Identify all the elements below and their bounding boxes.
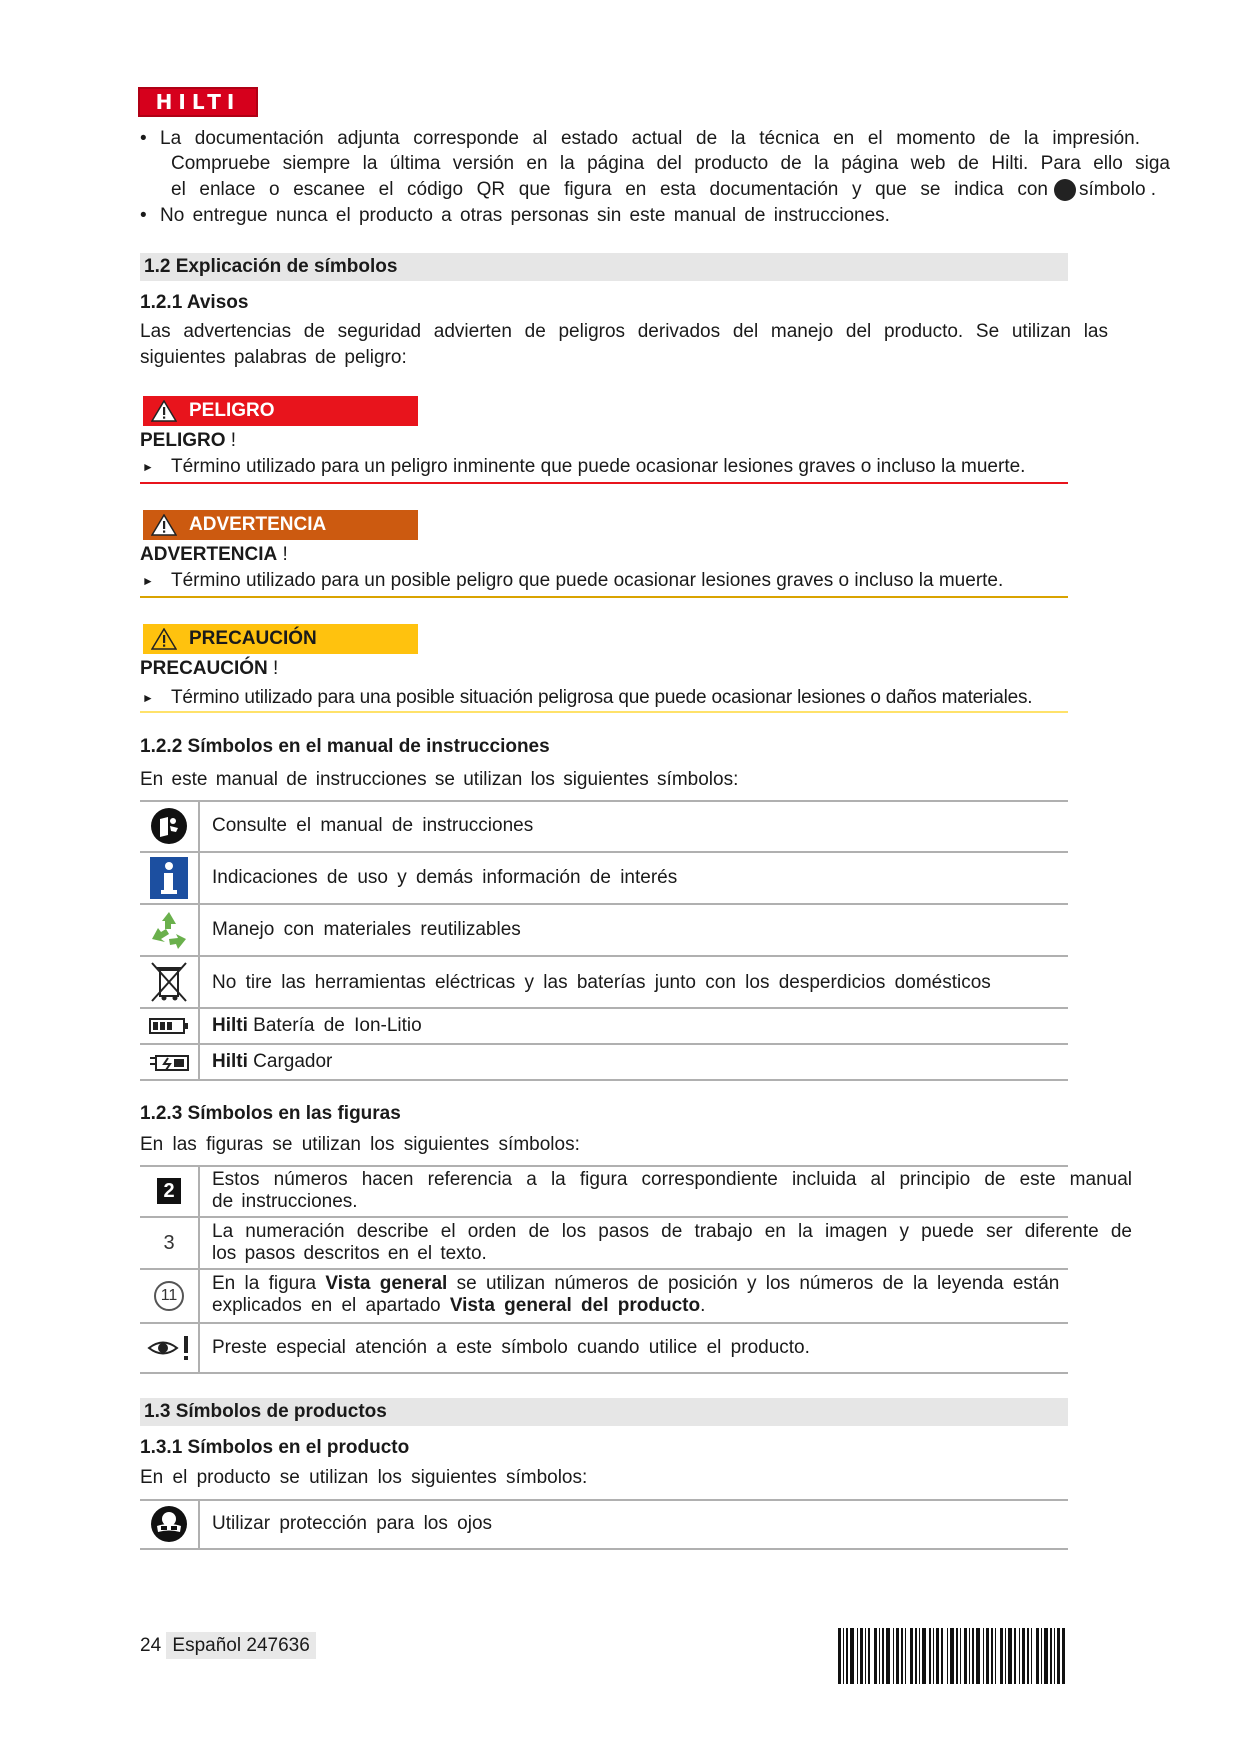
signal-title-advertencia (140, 544, 288, 566)
signal-text-advertencia (140, 570, 1068, 594)
warning-triangle-icon (151, 514, 177, 536)
page-number: 24 (140, 1635, 162, 1656)
icon-cell (140, 905, 200, 955)
symbol-description-line2: los pasos descritos en el texto. (212, 1243, 487, 1264)
warning-triangle-icon (151, 400, 177, 422)
charger-icon (148, 1052, 190, 1072)
recycle-icon (148, 909, 190, 951)
bold-term: Vista general (325, 1273, 448, 1294)
intro-bullet-1-line3: el enlace o escanee el código QR que figura en esta documentación y que se indica con (171, 179, 1048, 200)
signal-title-text: PELIGRO (140, 430, 226, 451)
table-row (140, 1166, 1132, 1218)
battery-icon (149, 1018, 189, 1034)
table-row (140, 1218, 1132, 1270)
paragraph-symbols-manual: En este manual de instrucciones se utilizan los siguientes símbolos: (140, 769, 739, 790)
symbol-description: Utilizar protección para los ojos (212, 1513, 493, 1534)
eye-protection-icon (149, 1504, 189, 1544)
symbol-description-line1: La numeración describe el orden de los pasos de trabajo en la imagen y puede ser diferente de (212, 1221, 1132, 1242)
hilti-logo: HILTI (138, 87, 258, 117)
footer-language: Español (172, 1635, 242, 1656)
symbol-description: Cargador (253, 1051, 333, 1072)
table-row (140, 1500, 1068, 1550)
crossed-bin-icon (149, 960, 189, 1004)
intro-bullet-1-line1: La documentación adjunta corresponde al estado actual de la técnica en el momento de la impresión. (160, 128, 1140, 149)
warning-triangle-icon (151, 628, 177, 650)
signal-label-text: PELIGRO (189, 400, 275, 421)
icon-cell (140, 1045, 200, 1079)
heading-1-2-3: 1.2.3 Símbolos en las figuras (140, 1103, 401, 1124)
heading-1-2-2: 1.2.2 Símbolos en el manual de instrucciones (140, 736, 550, 757)
brand-label: Hilti (212, 1015, 248, 1036)
qr-link-icon (1054, 179, 1076, 201)
info-icon (150, 857, 188, 899)
icon-cell (140, 801, 200, 851)
icon-cell (140, 957, 200, 1007)
table-row (140, 1270, 1068, 1324)
bullet-dot: • (140, 128, 147, 149)
signal-text-peligro (140, 456, 1068, 480)
signal-divider-precaucion (140, 711, 1068, 713)
table-row (140, 853, 1068, 905)
signal-title-mark: ! (273, 658, 279, 679)
bold-term: Vista general del producto (449, 1295, 701, 1316)
signal-title-mark: ! (230, 430, 237, 451)
footer-doc-number: 247636 (246, 1635, 310, 1656)
heading-1-3-1: 1.3.1 Símbolos en el producto (140, 1437, 410, 1458)
figure-number-icon: 2 (157, 1178, 181, 1204)
step-number-icon: 3 (163, 1231, 175, 1254)
bullet-dot: • (140, 205, 147, 226)
icon-cell (140, 1218, 200, 1268)
symbol-description: Manejo con materiales reutilizables (212, 919, 521, 940)
signal-description: Término utilizado para una posible situación peligrosa que puede ocasionar lesiones o daños materiales. (171, 687, 1033, 708)
signal-label-advertencia (143, 510, 418, 540)
signal-text-precaucion (140, 687, 1068, 711)
paragraph-avisos-line2: siguientes palabras de peligro: (140, 347, 407, 368)
text-part: explicados en el apartado (212, 1295, 441, 1316)
paragraph-product-symbols: En el producto se utilizan los siguientes símbolos: (140, 1467, 588, 1488)
symbol-description-line1: Estos números hacen referencia a la figura correspondiente incluida al principio de este manual (212, 1169, 1132, 1190)
table-row (140, 905, 1068, 957)
signal-description: Término utilizado para un posible peligro que puede ocasionar lesiones graves o incluso la muerte. (171, 570, 1004, 591)
icon-cell (140, 1500, 200, 1548)
table-row (140, 957, 1068, 1009)
arrow-icon: ► (142, 691, 154, 705)
symbol-description-line2: de instrucciones. (212, 1191, 358, 1212)
signal-title-precaucion (140, 658, 278, 680)
section-title-1-3: 1.3 Símbolos de productos (140, 1398, 1068, 1426)
table-row (140, 1324, 1068, 1374)
arrow-icon: ► (142, 460, 154, 474)
icon-cell (140, 1009, 200, 1043)
symbol-description: Preste especial atención a este símbolo cuando utilice el producto. (212, 1337, 810, 1358)
signal-title-peligro (140, 430, 236, 452)
signal-divider-peligro (140, 482, 1068, 484)
symbol-description: Batería de Ion-Litio (253, 1015, 422, 1036)
paragraph-symbols-figures: En las figuras se utilizan los siguientes símbolos: (140, 1134, 580, 1155)
intro-bullet-1 (140, 126, 1170, 202)
signal-label-text: PRECAUCIÓN (189, 628, 317, 649)
signal-description: Término utilizado para un peligro inminente que puede ocasionar lesiones graves o incluso la muerte. (171, 456, 1026, 477)
intro-bullet-1-line3-end: símbolo . (1079, 179, 1157, 200)
signal-title-text: ADVERTENCIA (140, 544, 278, 565)
symbol-description: No tire las herramientas eléctricas y las baterías junto con los desperdicios domésticos (212, 972, 991, 993)
icon-cell (140, 1324, 200, 1372)
signal-label-peligro (143, 396, 418, 426)
paragraph-avisos-line1: Las advertencias de seguridad advierten de peligros derivados del manejo del producto. Se utilizan las (140, 321, 1108, 342)
text-part: . (700, 1295, 706, 1316)
intro-bullet-2-text: No entregue nunca el producto a otras personas sin este manual de instrucciones. (160, 205, 890, 226)
signal-label-text: ADVERTENCIA (189, 514, 327, 535)
arrow-icon: ► (142, 574, 154, 588)
intro-bullet-1-line2: Compruebe siempre la última versión en la página del producto de la página web de Hilti. Para ello siga (171, 153, 1170, 174)
table-row (140, 801, 1068, 853)
signal-title-mark: ! (282, 544, 288, 565)
icon-cell (140, 853, 200, 903)
paragraph-avisos (140, 319, 1108, 371)
position-number-icon: 11 (154, 1281, 184, 1311)
page-footer (140, 1635, 316, 1657)
section-title-1-2: 1.2 Explicación de símbolos (140, 253, 1068, 281)
icon-cell (140, 1270, 200, 1322)
symbol-description: Consulte el manual de instrucciones (212, 815, 534, 836)
icon-cell (140, 1166, 200, 1216)
eye-attention-icon (147, 1334, 191, 1362)
text-part: En la figura (212, 1273, 317, 1294)
table-row (140, 1009, 1068, 1045)
signal-label-precaucion (143, 624, 418, 654)
table-row (140, 1045, 1068, 1081)
signal-divider-advertencia (140, 596, 1068, 598)
barcode-icon (838, 1628, 1066, 1684)
heading-1-2-1: 1.2.1 Avisos (140, 292, 249, 313)
manual-icon (149, 806, 189, 846)
signal-title-text: PRECAUCIÓN (140, 658, 268, 679)
text-part: se utilizan números de posición y los números de la leyenda están (456, 1273, 1060, 1294)
brand-label: Hilti (212, 1051, 248, 1072)
symbol-description: Indicaciones de uso y demás información de interés (212, 867, 678, 888)
